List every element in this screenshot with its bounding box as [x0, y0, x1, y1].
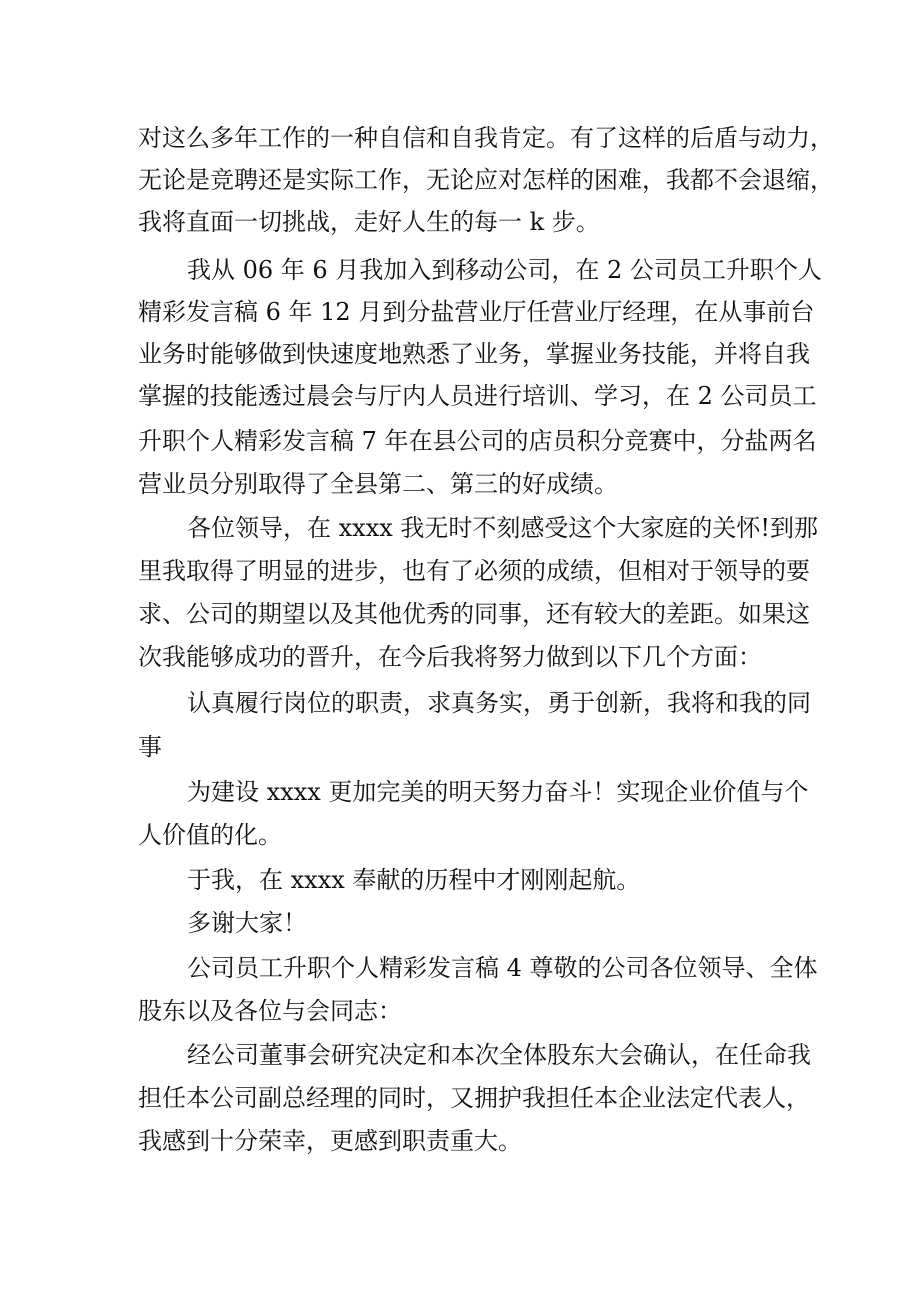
text-line: 担任本公司副总经理的同时，又拥护我担任本企业法定代表人， — [138, 1084, 810, 1112]
text-line: 业务时能够做到快速度地熟悉了业务，掌握业务技能，并将自我 — [138, 340, 810, 368]
text-line: 无论是竞聘还是实际工作，无论应对怎样的困难，我都不会退缩， — [138, 166, 834, 194]
text-line: 求、公司的期望以及其他优秀的同事，还有较大的差距。如果这 — [138, 600, 810, 628]
text-line: 里我取得了明显的进步，也有了必须的成绩，但相对于领导的要 — [138, 557, 810, 585]
text-line: 次我能够成功的晋升，在今后我将努力做到以下几个方面： — [138, 643, 762, 671]
text-line: 营业员分别取得了全县第二、第三的好成绩。 — [138, 470, 618, 498]
text-line: 我感到十分荣幸，更感到职责重大。 — [138, 1127, 522, 1155]
text-line: 经公司董事会研究决定和本次全体股东大会确认，在任命我 — [187, 1041, 811, 1069]
text-line: 精彩发言稿 6 年 12 月到分盐营业厅任营业厅经理，在从事前台 — [138, 298, 815, 326]
text-line: 为建设 xxxx 更加完美的明天努力奋斗！实现企业价值与个 — [187, 778, 809, 806]
text-line: 于我，在 xxxx 奉献的历程中才刚刚起航。 — [187, 866, 641, 894]
text-line: 我将直面一切挑战，走好人生的每一 k 步。 — [138, 208, 600, 236]
text-line: 对这么多年工作的一种自信和自我肯定。有了这样的后盾与动力， — [138, 124, 834, 152]
text-line: 我从 06 年 6 月我加入到移动公司，在 2 公司员工升职个人 — [187, 256, 822, 284]
text-line: 升职个人精彩发言稿 7 年在县公司的店员积分竞赛中，分盐两名 — [138, 427, 817, 455]
text-line: 多谢大家！ — [187, 909, 307, 937]
text-line: 各位领导，在 xxxx 我无时不刻感受这个大家庭的关怀!到那 — [187, 514, 819, 542]
text-line: 人价值的化。 — [138, 821, 282, 849]
text-line: 事 — [138, 733, 162, 761]
text-line: 公司员工升职个人精彩发言稿 4 尊敬的公司各位领导、全体 — [187, 954, 818, 982]
text-line: 股东以及各位与会同志： — [138, 997, 402, 1025]
text-line: 掌握的技能透过晨会与厅内人员进行培训、学习，在 2 公司员工 — [138, 382, 817, 410]
text-line: 认真履行岗位的职责，求真务实，勇于创新，我将和我的同 — [187, 689, 811, 717]
